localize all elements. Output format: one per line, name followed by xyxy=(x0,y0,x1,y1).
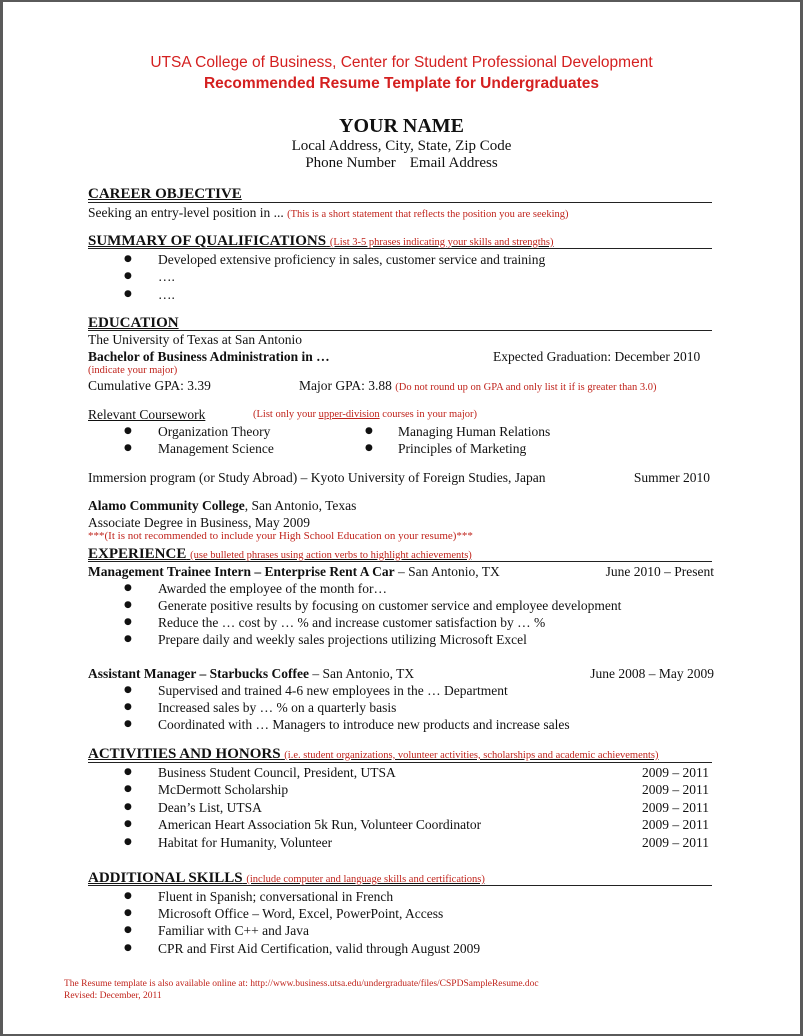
education-major-note: (indicate your major) xyxy=(88,365,178,376)
phone-label: Phone Number xyxy=(305,155,396,171)
activity-years: 2009 – 2011 xyxy=(642,835,709,850)
footer-template-note: The Resume template is also available online at: http://www.business.utsa.edu/undergraduate/files/CSPDSampleResume.doc xyxy=(64,979,539,989)
activity-name: McDermott Scholarship xyxy=(158,782,289,797)
bullet-icon: ● xyxy=(124,719,132,729)
job1-bullet: Awarded the employee of the month for… xyxy=(158,581,387,596)
bullet-icon: ● xyxy=(365,426,373,436)
education-gpa-note: (Do not round up on GPA and only list it if is greater than 3.0) xyxy=(395,382,657,393)
course-item: Management Science xyxy=(158,441,274,456)
summary-item: Developed extensive proficiency in sales, customer service and training xyxy=(158,252,546,267)
job1-bullet: Prepare daily and weekly sales projections utilizing Microsoft Excel xyxy=(158,632,527,647)
activities-note: (i.e. student organizations, volunteer activities, scholarships and academic achievements) xyxy=(284,750,659,761)
immersion-program: Immersion program (or Study Abroad) – Kyoto University of Foreign Studies, Japan xyxy=(88,470,546,485)
bullet-icon: ● xyxy=(124,254,132,264)
bullet-icon: ● xyxy=(124,289,132,299)
education-major-gpa: Major GPA: 3.88 (Do not round up on GPA and only list it if is greater than 3.0) xyxy=(299,378,657,393)
activity-name: Habitat for Humanity, Volunteer xyxy=(158,835,333,850)
resume-page xyxy=(3,2,800,1034)
career-objective-rule xyxy=(88,202,712,203)
course-item: Managing Human Relations xyxy=(398,424,551,439)
experience-rule xyxy=(88,561,712,562)
skills-heading: ADDITIONAL SKILLS (include computer and language skills and certifications) xyxy=(88,870,485,886)
name-heading: YOUR NAME xyxy=(339,115,464,137)
summary-item: …. xyxy=(158,287,175,302)
summary-note: (List 3-5 phrases indicating your skills and strengths) xyxy=(329,237,554,248)
high-school-note: ***(It is not recommended to include your High School Education on your resume)*** xyxy=(88,530,473,542)
job2-dates: June 2008 – May 2009 xyxy=(590,666,714,681)
contact-line xyxy=(3,156,800,171)
bullet-icon: ● xyxy=(365,443,373,453)
job1-bullet: Generate positive results by focusing on customer service and employee development xyxy=(158,598,622,613)
bullet-icon: ● xyxy=(124,891,132,901)
bullet-icon: ● xyxy=(124,685,132,695)
bullet-icon: ● xyxy=(124,943,132,953)
activity-name: American Heart Association 5k Run, Volunteer Coordinator xyxy=(158,817,482,832)
bullet-icon: ● xyxy=(124,271,132,281)
job1-dates: June 2010 – Present xyxy=(605,564,714,579)
activity-years: 2009 – 2011 xyxy=(642,800,709,815)
job1-bullet: Reduce the … cost by … % and increase customer satisfaction by … % xyxy=(158,615,546,630)
header-org: UTSA College of Business, Center for Student Professional Development xyxy=(150,54,653,71)
skill-item: Microsoft Office – Word, Excel, PowerPoint, Access xyxy=(158,906,444,921)
career-objective-heading: CAREER OBJECTIVE xyxy=(88,186,242,202)
skill-item: Familiar with C++ and Java xyxy=(158,923,309,938)
activity-name: Business Student Council, President, UTSA xyxy=(158,765,396,780)
skill-item: Fluent in Spanish; conversational in French xyxy=(158,889,394,904)
header-title: Recommended Resume Template for Undergraduates xyxy=(203,75,600,92)
bullet-icon: ● xyxy=(124,583,132,593)
college2-line: Alamo Community College, San Antonio, Texas xyxy=(88,498,357,513)
college2-degree: Associate Degree in Business, May 2009 xyxy=(88,515,310,530)
career-objective-note: (This is a short statement that reflects the position you are seeking) xyxy=(287,209,569,220)
bullet-icon: ● xyxy=(124,767,132,777)
bullet-icon: ● xyxy=(124,702,132,712)
education-rule xyxy=(88,330,712,331)
activity-years: 2009 – 2011 xyxy=(642,782,709,797)
experience-note: (use bulleted phrases using action verbs to highlight achievements) xyxy=(190,550,472,561)
activities-rule xyxy=(88,762,712,763)
skill-item: CPR and First Aid Certification, valid through August 2009 xyxy=(158,941,481,956)
bullet-icon: ● xyxy=(124,617,132,627)
activity-years: 2009 – 2011 xyxy=(642,765,709,780)
job2-bullet: Increased sales by … % on a quarterly basis xyxy=(158,700,397,715)
bullet-icon: ● xyxy=(124,819,132,829)
bullet-icon: ● xyxy=(124,784,132,794)
skills-rule xyxy=(88,885,712,886)
bullet-icon: ● xyxy=(124,443,132,453)
education-school: The University of Texas at San Antonio xyxy=(88,332,303,347)
job1-title: Management Trainee Intern – Enterprise Rent A Car – San Antonio, TX xyxy=(88,564,500,579)
job2-bullet: Coordinated with … Managers to introduce new products and increase sales xyxy=(158,717,570,732)
career-objective-text: Seeking an entry-level position in ... (This is a short statement that reflects the position you are seeking) xyxy=(88,205,569,220)
coursework-label: Relevant Coursework xyxy=(88,407,206,422)
bullet-icon: ● xyxy=(124,634,132,644)
footer-revised: Revised: December, 2011 xyxy=(64,991,162,1001)
job2-bullet: Supervised and trained 4-6 new employees in the … Department xyxy=(158,683,508,698)
coursework-note: (List only your upper-division courses in your major) xyxy=(253,409,478,420)
email-label: Email Address xyxy=(409,155,498,171)
summary-heading: SUMMARY OF QUALIFICATIONS (List 3-5 phrases indicating your skills and strengths) xyxy=(88,233,554,249)
experience-heading: EXPERIENCE (use bulleted phrases using action verbs to highlight achievements) xyxy=(88,546,472,562)
bullet-icon: ● xyxy=(124,837,132,847)
bullet-icon: ● xyxy=(124,908,132,918)
address-line: Local Address, City, State, Zip Code xyxy=(291,138,512,154)
skills-note: (include computer and language skills and certifications) xyxy=(246,874,485,885)
course-item: Principles of Marketing xyxy=(398,441,527,456)
job2-title: Assistant Manager – Starbucks Coffee – San Antonio, TX xyxy=(88,666,415,681)
immersion-date: Summer 2010 xyxy=(633,470,710,485)
bullet-icon: ● xyxy=(124,426,132,436)
bullet-icon: ● xyxy=(124,600,132,610)
summary-item: …. xyxy=(158,269,175,284)
course-item: Organization Theory xyxy=(158,424,271,439)
education-heading: EDUCATION xyxy=(88,315,179,331)
activity-years: 2009 – 2011 xyxy=(642,817,709,832)
activities-heading: ACTIVITIES AND HONORS (i.e. student organizations, volunteer activities, scholarships and academic achievements) xyxy=(88,746,659,762)
education-degree: Bachelor of Business Administration in … xyxy=(88,349,330,364)
activity-name: Dean’s List, UTSA xyxy=(158,800,262,815)
bullet-icon: ● xyxy=(124,925,132,935)
education-cumulative-gpa: Cumulative GPA: 3.39 xyxy=(88,378,211,393)
summary-rule xyxy=(88,248,712,249)
education-graduation: Expected Graduation: December 2010 xyxy=(493,349,701,364)
bullet-icon: ● xyxy=(124,802,132,812)
